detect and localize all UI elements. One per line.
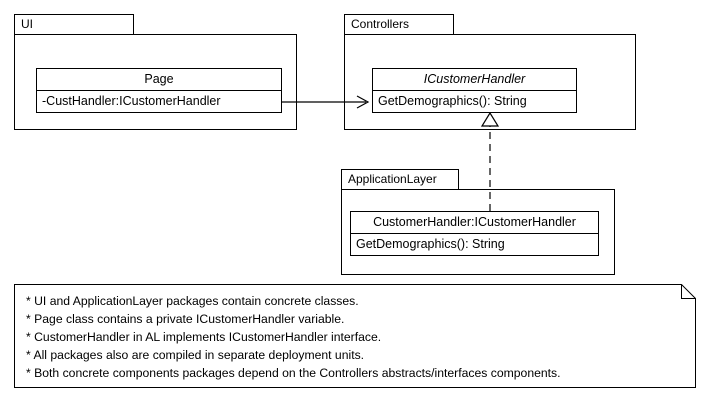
class-page[interactable] [36, 68, 282, 113]
notes-box [14, 284, 696, 388]
class-customerhandler-name: CustomerHandler:ICustomerHandler [351, 212, 598, 234]
package-applicationlayer-tab-label: ApplicationLayer [341, 169, 459, 190]
class-icustomerhandler[interactable] [372, 68, 577, 113]
notes-line-2: * CustomerHandler in AL implements ICustomerHandler interface. [26, 330, 382, 344]
class-icustomerhandler-member-0: GetDemographics(): String [378, 94, 527, 108]
notes-line-0: * UI and ApplicationLayer packages contain concrete classes. [26, 294, 359, 308]
package-ui-tab-label: UI [14, 14, 134, 35]
notes-line-3: * All packages also are compiled in separate deployment units. [26, 348, 365, 362]
class-page-member-0: -CustHandler:ICustomerHandler [42, 94, 221, 108]
class-customerhandler-member-0: GetDemographics(): String [356, 237, 505, 251]
class-icustomerhandler-name: ICustomerHandler [373, 69, 576, 91]
class-customerhandler[interactable] [350, 211, 599, 256]
class-page-name: Page [37, 69, 281, 91]
notes-line-1: * Page class contains a private ICustomerHandler variable. [26, 312, 345, 326]
package-controllers-tab-label: Controllers [344, 14, 454, 35]
notes-line-4: * Both concrete components packages depend on the Controllers abstracts/interfaces components. [26, 366, 561, 380]
